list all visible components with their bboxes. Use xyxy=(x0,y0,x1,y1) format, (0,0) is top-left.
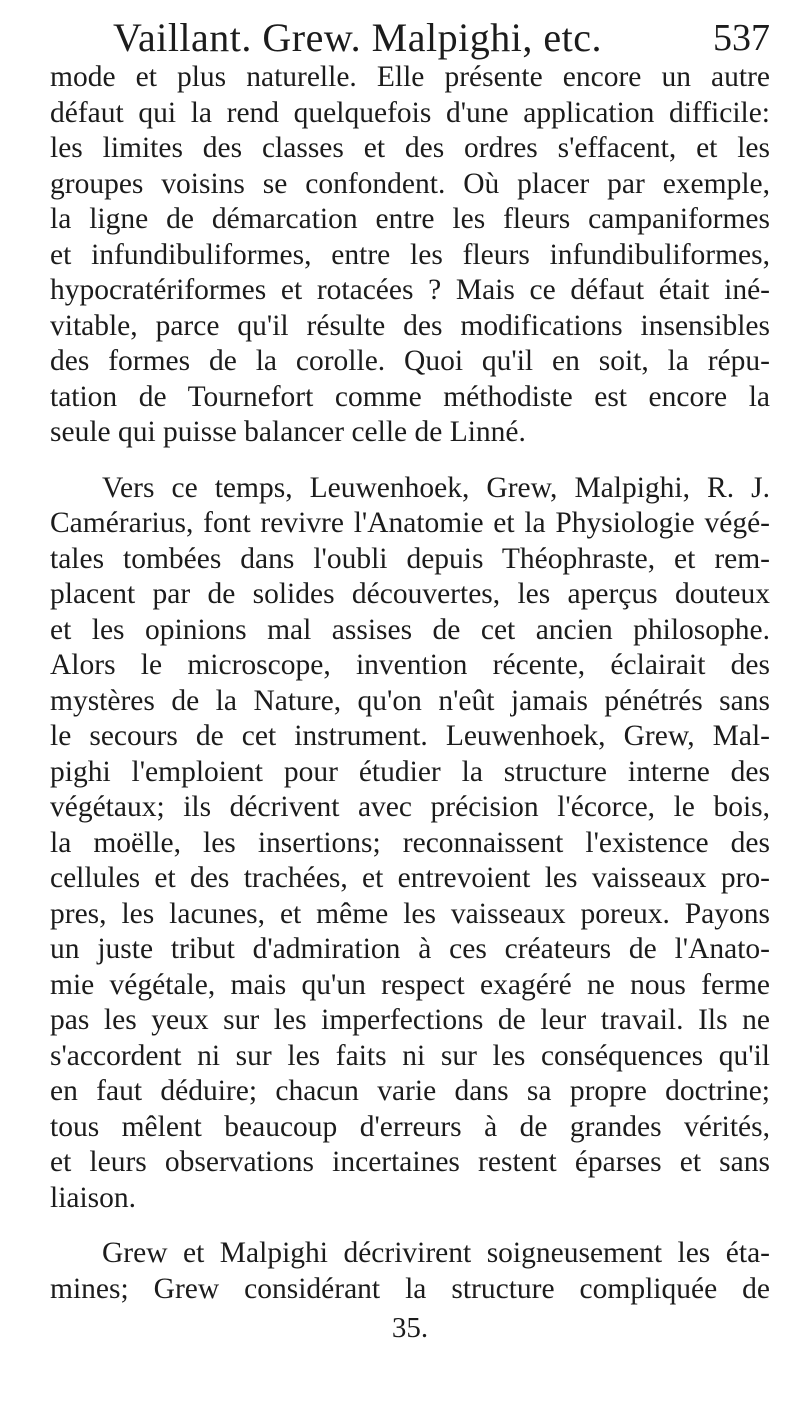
text-line: des formes de la corolle. Quoi qu'il en soit, la répu- xyxy=(50,345,770,377)
text-line: et leurs observations incertaines restent éparses et sans xyxy=(50,1146,770,1178)
text-line: mie végétale, mais qu'un respect exagéré ne nous ferme xyxy=(50,968,770,1001)
text-line: mines; Grew considérant la structure compliquée de xyxy=(50,1272,770,1305)
text-line: un juste tribut d'admiration à ces créateurs de l'Anato- xyxy=(50,933,770,965)
text-line: placent par de solides découvertes, les aperçus douteux xyxy=(50,578,770,610)
text-line: Grew et Malpighi décrivirent soigneusement les éta- xyxy=(102,1237,770,1269)
text-line: vitable, parce qu'il résulte des modifications insensibles xyxy=(50,309,770,342)
paragraph-gap xyxy=(50,451,770,471)
text-line: groupes voisins se confondent. Où placer par exemple, xyxy=(50,167,770,200)
text-line: végétaux; ils décrivent avec précision l'écorce, le bois, xyxy=(50,791,770,823)
text-line: pas les yeux sur les imperfections de leur travail. Ils ne xyxy=(50,1004,770,1036)
text-line: et infundibuliformes, entre les fleurs infundibuliformes, xyxy=(50,238,770,271)
text-line: pres, les lacunes, et même les vaisseaux poreux. Payons xyxy=(50,897,770,930)
text-line: s'accordent ni sur les faits ni sur les conséquences qu'il xyxy=(50,1039,770,1072)
text-line: liaison. xyxy=(50,1181,137,1214)
signature-mark: 35. xyxy=(391,1312,429,1344)
paragraph xyxy=(50,60,770,451)
text-line: défaut qui la rend quelquefois d'une application difficile: xyxy=(50,96,770,129)
page-number: 537 xyxy=(713,17,770,59)
text-line: seule qui puisse balancer celle de Linné. xyxy=(50,416,526,448)
paragraph-gap xyxy=(50,1216,770,1236)
text-line: Vers ce temps, Leuwenhoek, Grew, Malpighi, R. J. xyxy=(102,471,770,504)
text-line: cellules et des trachées, et entrevoient les vaisseaux pro- xyxy=(50,862,770,894)
text-line: la ligne de démarcation entre les fleurs campaniformes xyxy=(50,203,770,235)
book-page xyxy=(50,0,770,1408)
text-line: Alors le microscope, invention récente, éclairait des xyxy=(50,649,770,681)
text-line: tous mêlent beaucoup d'erreurs à de grandes vérités, xyxy=(50,1110,770,1143)
text-line: la moëlle, les insertions; reconnaissent l'existence des xyxy=(50,826,770,859)
text-line: et les opinions mal assises de cet ancien philosophe. xyxy=(50,613,770,646)
text-line: les limites des classes et des ordres s'effacent, et les xyxy=(50,132,770,164)
text-line: hypocratériformes et rotacées ? Mais ce défaut était iné- xyxy=(50,274,770,306)
text-line: Camérarius, font revivre l'Anatomie et la Physiologie végé- xyxy=(50,507,770,539)
text-line: mode et plus naturelle. Elle présente encore un autre xyxy=(50,61,770,93)
text-line: tales tombées dans l'oubli depuis Théophraste, et rem- xyxy=(50,542,770,575)
text-line: mystères de la Nature, qu'on n'eût jamais pénétrés sans xyxy=(50,684,770,717)
paragraph xyxy=(50,1236,770,1307)
paragraph xyxy=(50,471,770,1217)
body-text xyxy=(50,60,770,1307)
text-line: pighi l'emploient pour étudier la structure interne des xyxy=(50,755,770,788)
text-line: tation de Tournefort comme méthodiste est encore la xyxy=(50,380,770,413)
running-head: Vaillant. Grew. Malpighi, etc. xyxy=(113,15,602,60)
text-line: en faut déduire; chacun varie dans sa propre doctrine; xyxy=(50,1075,770,1107)
text-line: le secours de cet instrument. Leuwenhoek, Grew, Mal- xyxy=(50,720,770,752)
